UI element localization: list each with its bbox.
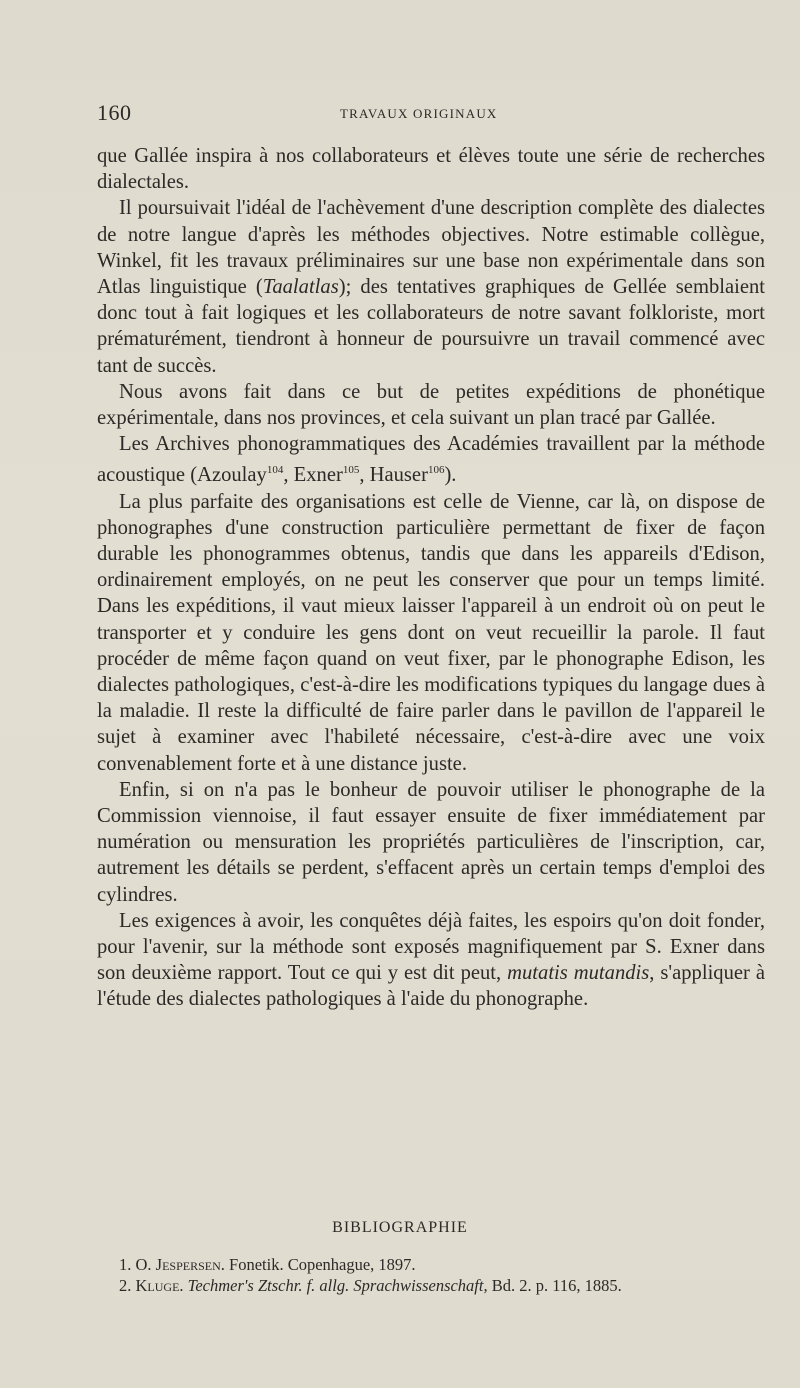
italic-term: Taalatlas <box>262 276 339 299</box>
paragraph: Nous avons fait dans ce but de petites expéditions de phonétique expérimentale, dans nos provinces, et cela suivant un plan tracé par Gallée. <box>97 380 765 430</box>
bib-author: Kluge. <box>135 1276 184 1295</box>
footnote-ref: 106 <box>427 464 445 477</box>
running-head: TRAVAUX ORIGINAUX <box>340 106 498 121</box>
paragraph: Les exigences à avoir, les conquêtes déjà faites, les espoirs qu'on doit fonder, pour l'avenir, sur la méthode sont exposés magnifiquement par S. Exner dans son deuxième rapport. Tout ce qui y est dit peut, mutatis mutandis, s'appliquer à l'étude des dialectes pathologiques à l'aide du phonographe. <box>97 909 765 1011</box>
bibliography-entry: 1. O. Jespersen. Fonetik. Copenhague, 1897. <box>119 1255 416 1274</box>
bibliography-list <box>97 1254 765 1296</box>
page-header <box>97 100 750 130</box>
bibliography-entry: 2. Kluge. Techmer's Ztschr. f. allg. Sprachwissenschaft, Bd. 2. p. 116, 1885. <box>119 1276 622 1295</box>
paragraph: Enfin, si on n'a pas le bonheur de pouvoir utiliser le phonographe de la Commission viennoise, il faut essayer ensuite de fixer immédiatement par numération ou mensuration les propriétés particulières de l'inscription, car, autrement les détails se perdent, s'effacent après un certain temps d'emploi des cylindres. <box>97 778 765 906</box>
footnote-ref: 104 <box>266 464 284 477</box>
footnote-ref: 105 <box>342 464 360 477</box>
body-text <box>97 143 765 1013</box>
bib-author: O. Jespersen. <box>135 1255 225 1274</box>
italic-term: mutatis mutandis <box>507 962 650 985</box>
paragraph: Il poursuivait l'idéal de l'achèvement d'une description complète des dialectes de notre langue d'après les méthodes objectives. Notre estimable collègue, Winkel, fit les travaux préliminaires sur une base non expérimentale dans son Atlas linguistique (Taalatlas); des tentatives graphiques de Gellée semblaient donc tout à fait logiques et les collaborateurs de notre savant folkloriste, mort prématurément, tiendront à honneur de poursuivre un travail commencé avec tant de succès. <box>97 197 765 377</box>
paragraph: Les Archives phonogrammatiques des Académies travaillent par la méthode acoustique (Azoulay$^{104}$, Exner$^{105}$, Hauser$^{106}$). <box>97 433 765 487</box>
bib-title: Techmer's Ztschr. f. allg. Sprachwissenschaft, <box>187 1276 488 1295</box>
paragraph: que Gallée inspira à nos collaborateurs et élèves toute une série de recherches dialectales. <box>97 145 765 194</box>
bibliography-title: BIBLIOGRAPHIE <box>332 1219 468 1236</box>
paragraph: La plus parfaite des organisations est celle de Vienne, car là, on dispose de phonographes d'une construction particulière permettant de fixer de façon durable les phonogrammes obtenus, tandis que dans les appareils d'Edison, ordinairement employés, on ne peut les conserver que pour un temps limité. Dans les expéditions, il vaut mieux laisser l'appareil à un endroit où on peut le transporter et y conduire les gens dont on veut recueillir la parole. Il faut procéder de même façon quand on veut fixer, par le phonographe Edison, les dialectes pathologiques, c'est-à-dire les modifications typiques du langage dues à la maladie. Il reste la difficulté de faire parler dans le pavillon de l'appareil le sujet à examiner avec l'habileté nécessaire, c'est-à-dire avec une voix convenablement forte et à une distance juste. <box>97 490 765 775</box>
page-number: 160 <box>97 100 132 125</box>
